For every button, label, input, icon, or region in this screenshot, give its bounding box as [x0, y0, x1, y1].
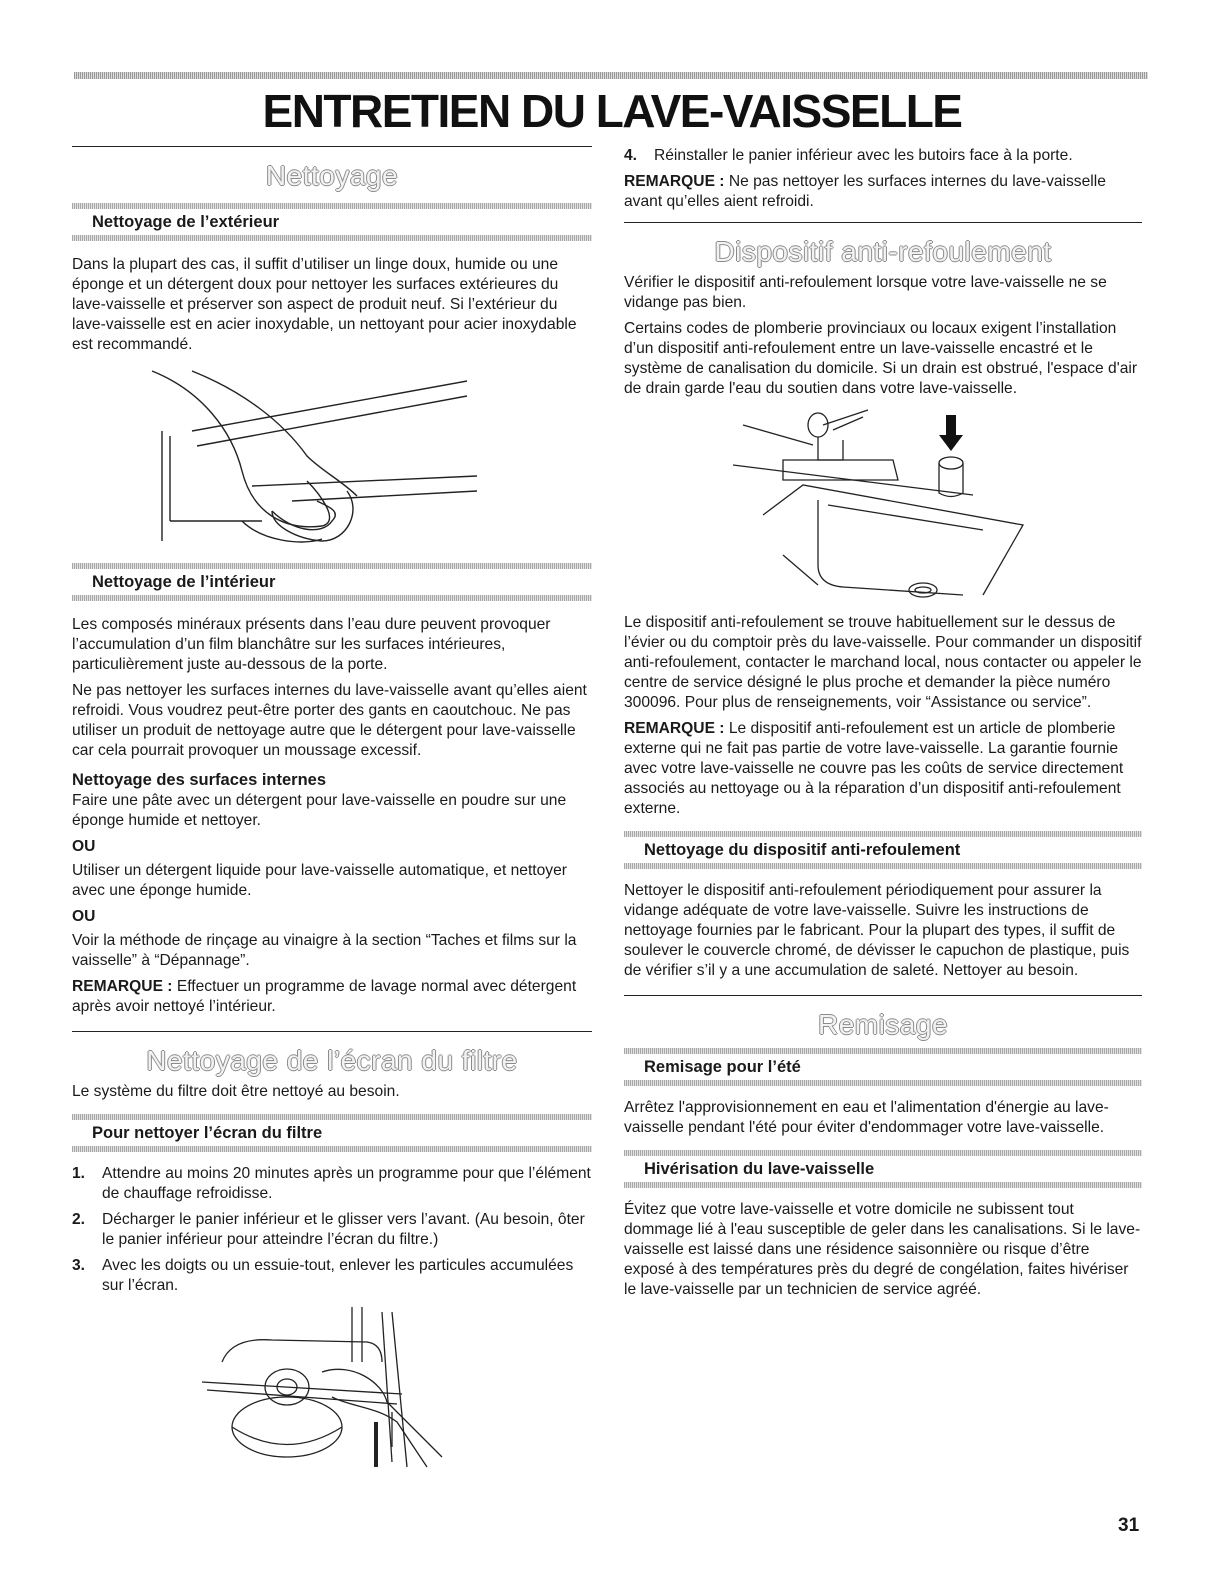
- subsection-title-ecran: Pour nettoyer l’écran du filtre: [92, 1124, 323, 1142]
- note-label: REMARQUE :: [624, 173, 725, 190]
- heading-surfaces-internes: Nettoyage des surfaces internes: [72, 771, 327, 789]
- note-label: REMARQUE :: [72, 978, 173, 995]
- step-number: 3.: [72, 1257, 86, 1274]
- section-title-dispositif: Dispositif anti-refoulement: [714, 236, 1052, 267]
- filter-steps-continued: [624, 146, 1142, 166]
- top-hatched-bar: [74, 72, 1148, 79]
- subsection-title-ete: Remisage pour l’été: [644, 1058, 801, 1076]
- hatch-divider: [624, 863, 1142, 869]
- filter-steps-list: [72, 1164, 592, 1296]
- down-arrow-icon: [939, 415, 963, 451]
- wiping-exterior-illustration: [122, 361, 542, 551]
- subsection-title-hiver: Hivérisation du lave-vaisselle: [644, 1160, 875, 1178]
- subsection-title-nettoyage-dispositif: Nettoyage du dispositif anti-refoulement: [644, 841, 961, 859]
- interieur-text-1: Les composés minéraux présents dans l’eau dure peuvent provoquer l’accumulation d’un film blanchâtre sur les surfaces intérieures, particulièrement juste au-dessous de la porte.: [72, 616, 551, 673]
- step-text: Décharger le panier inférieur et le glisser vers l’avant. (Au besoin, ôter le panier inférieur pour atteindre l’écran du filtre.): [102, 1211, 585, 1248]
- hiver-text: Évitez que votre lave-vaisselle et votre domicile ne subissent tout dommage lié à l'eau susceptible de geler dans les canalisations. Si le lave-vaisselle est laissé dans une résidence saisonnière ou risque d’être exposé à des températures près du degré de congélation, faites hivériser le lave-vaisselle par un technicien de service agréé.: [624, 1201, 1141, 1298]
- surfaces-text-3: Voir la méthode de rinçage au vinaigre à la section “Taches et films sur la vaisselle” à “Dépannage”.: [72, 932, 577, 969]
- section-rule: [72, 1031, 592, 1032]
- hatch-divider: [624, 1182, 1142, 1188]
- note-text: Le dispositif anti-refoulement est un article de plomberie externe qui ne fait pas partie de votre lave-vaisselle. La garantie fournie avec votre lave-vaisselle ne couvre pas les coûts de service directement associés au nettoyage ou à la réparation d’un dispositif anti-refoulement externe.: [624, 720, 1124, 817]
- step-number: 2.: [72, 1211, 86, 1228]
- list-item: [72, 1164, 592, 1204]
- right-column: [624, 146, 1142, 1306]
- step-number: 4.: [624, 147, 638, 164]
- dispositif-text-3: Le dispositif anti-refoulement se trouve habituellement sur le dessus de l’évier ou du comptoir près du lave-vaisselle. Pour commander un dispositif anti-refoulement, contacter le marchand local, nous contacter ou appeler le centre de service désigné le plus proche et demander la pièce numéro 300096. Pour plus de renseignements, voir “Assistance ou service”.: [624, 614, 1142, 711]
- section-rule: [72, 146, 592, 147]
- step-text: Avec les doigts ou un essuie-tout, enlever les particules accumulées sur l’écran.: [102, 1257, 574, 1294]
- list-item: [624, 146, 1142, 166]
- filtre-intro: Le système du filtre doit être nettoyé au besoin.: [72, 1083, 400, 1100]
- dispositif-text-2: Certains codes de plomberie provinciaux ou locaux exigent l’installation d’un dispositif anti-refoulement entre un lave-vaisselle encastré et le système de canalisation du domicile. Si un drain est obstrué, l'espace d'air de drain garde l'eau du soutien dans votre lave-vaisselle.: [624, 320, 1138, 397]
- interieur-text-2: Ne pas nettoyer les surfaces internes du lave-vaisselle avant qu’elles aient refroidi. Vous voudrez peut-être porter des gants en caoutchouc. Ne pas utiliser un produit de nettoyage autre que le détergent pour lave-vaisselle car cela pourrait provoquer un moussage excessif.: [72, 682, 587, 759]
- step-text: Attendre au moins 20 minutes après un programme pour que l’élément de chauffage refroidisse.: [102, 1165, 591, 1202]
- ou-label: OU: [72, 908, 96, 925]
- step-text: Réinstaller le panier inférieur avec les butoirs face à la porte.: [654, 147, 1073, 164]
- hatch-divider: [72, 1146, 592, 1152]
- note-text: Ne pas nettoyer les surfaces internes du lave-vaisselle avant qu’elles aient refroidi.: [624, 173, 1106, 210]
- note-text: Effectuer un programme de lavage normal avec détergent après avoir nettoyé l’intérieur.: [72, 978, 577, 1015]
- step-number: 1.: [72, 1165, 86, 1182]
- surfaces-text-2: Utiliser un détergent liquide pour lave-vaisselle automatique, et nettoyer avec une éponge humide.: [72, 862, 567, 899]
- section-title-remisage: Remisage: [817, 1009, 949, 1040]
- section-title-filtre: Nettoyage de l’écran du filtre: [146, 1045, 518, 1076]
- note-label: REMARQUE :: [624, 720, 725, 737]
- air-gap-sink-illustration: [723, 405, 1043, 605]
- section-title-nettoyage: Nettoyage: [265, 160, 399, 191]
- exterieur-text: Dans la plupart des cas, il suffit d’utiliser un linge doux, humide ou une éponge et un détergent doux pour nettoyer les surfaces extérieures du lave-vaisselle et préserver son aspect de produit neuf. Si l’extérieur du lave-vaisselle est en acier inoxydable, un nettoyant pour acier inoxydable est recommandé.: [72, 256, 577, 353]
- hatch-divider: [72, 235, 592, 241]
- ete-text: Arrêtez l'approvisionnement en eau et l'alimentation d'énergie au lave-vaisselle pendant l'été pour éviter d'endommager votre lave-vaisselle.: [624, 1099, 1109, 1136]
- section-rule: [624, 995, 1142, 996]
- surfaces-text-1: Faire une pâte avec un détergent pour lave-vaisselle en poudre sur une éponge humide et nettoyer.: [72, 792, 567, 829]
- hatch-divider: [624, 1080, 1142, 1086]
- filter-screen-illustration: [192, 1302, 472, 1472]
- step4-note: [624, 172, 1142, 212]
- page-number: 31: [1118, 1515, 1140, 1536]
- nettoyage-dispositif-text: Nettoyer le dispositif anti-refoulement périodiquement pour assurer la vidange adéquate de votre lave-vaisselle. Suivre les instructions de nettoyage fournies par le fabricant. Pour la plupart des types, il suffit de soulever le couvercle chromé, de dévisser le capuchon de plastique, puis de vérifier s’il y a une accumulation de saleté. Nettoyer au besoin.: [624, 882, 1130, 979]
- subsection-title-interieur: Nettoyage de l’intérieur: [92, 573, 276, 591]
- dispositif-note: [624, 719, 1142, 819]
- ou-label: OU: [72, 838, 96, 855]
- list-item: [72, 1256, 592, 1296]
- surfaces-note: [72, 977, 592, 1017]
- section-rule: [624, 222, 1142, 223]
- subsection-title-exterieur: Nettoyage de l’extérieur: [92, 213, 280, 231]
- dispositif-text-1: Vérifier le dispositif anti-refoulement lorsque votre lave-vaisselle ne se vidange pas bien.: [624, 274, 1107, 311]
- left-column: [72, 146, 592, 1472]
- hatch-divider: [72, 595, 592, 601]
- list-item: [72, 1210, 592, 1250]
- door-edge: [374, 1422, 378, 1467]
- page-title: ENTRETIEN DU LAVE-VAISSELLE: [262, 85, 962, 137]
